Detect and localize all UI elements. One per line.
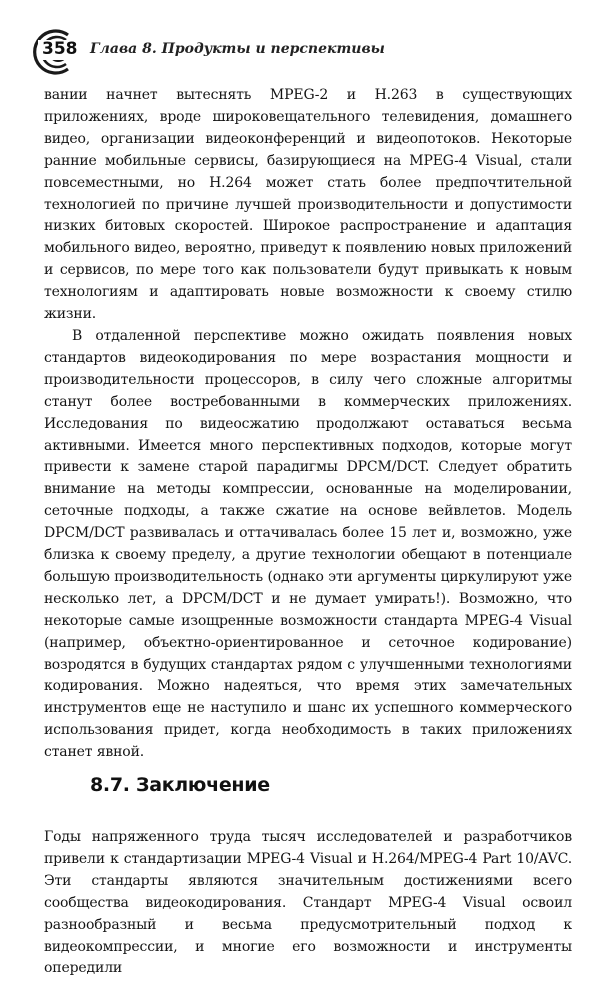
running-head: Глава 8. Продукты и перспективы xyxy=(90,41,385,57)
body-text-bottom xyxy=(44,827,572,980)
body-text-top xyxy=(44,85,572,764)
paragraph-1: вании начнет вытеснять MPEG-2 и H.263 в существующих приложениях, вроде широковещательного телевидения, домашнего видео, организации видеоконференций и видеопотоков. Некоторые ранние мобильные сервисы, базирующиеся на MPEG-4 Visual, стали повсеместными, но H.264 может стать более предпочтительной технологией по причине лучшей производительности и допустимости низких битовых скоростей. Широкое распространение и адаптация мобильного видео, вероятно, приведут к появлению новых приложений и сервисов, по мере того как пользователи будут привыкать к новым технологиям и адаптировать новые возможности к своему стилю жизни. xyxy=(44,87,572,323)
paragraph-3: Годы напряженного труда тысяч исследователей и разработчиков привели к стандартизации MPEG-4 Visual и H.264/MPEG-4 Part 10/AVC. Эти стандарты являются значительным достижениями всего сообщества видеокодирования. Стандарт MPEG-4 Visual освоил разнообразный и весьма предусмотрительный подход к видеокомпрессии, и многие его возможности и инструменты опередили xyxy=(44,829,572,977)
paragraph-2: В отдаленной перспективе можно ожидать появления новых стандартов видеокодирования по мере возрастания мощности и производительности процессоров, в силу чего сложные алгоритмы станут более востребованными в коммерческих приложениях. Исследования по видеосжатию продолжают оставаться весьма активными. Имеется много перспективных подходов, которые могут привести к замене старой парадигмы DPCM/DCT. Следует обратить внимание на методы компрессии, основанные на моделировании, сеточные подходы, а также сжатие на основе вейвлетов. Модель DPCM/DCT развивалась и оттачивалась более 15 лет и, возможно, уже близка к своему пределу, а другие технологии обещают в потенциале большую производительность (однако эти аргументы циркулируют уже несколько лет, а DPCM/DCT и не думает умирать!). Возможно, что некоторые самые изощренные возможности стандарта MPEG-4 Visual (например, объектно-ориентированное и сеточное кодирование) возродятся в будущих стандартах рядом с улучшенными технологиями кодирования. Можно надеяться, что время этих замечательных инструментов еще не наступило и шанс их успешного коммерческого использования придет, когда необходимость в таких приложениях станет явной. xyxy=(44,327,572,761)
page-number: 358 xyxy=(42,39,78,59)
section-heading: 8.7. Заключение xyxy=(90,774,270,796)
page-header xyxy=(28,26,588,78)
